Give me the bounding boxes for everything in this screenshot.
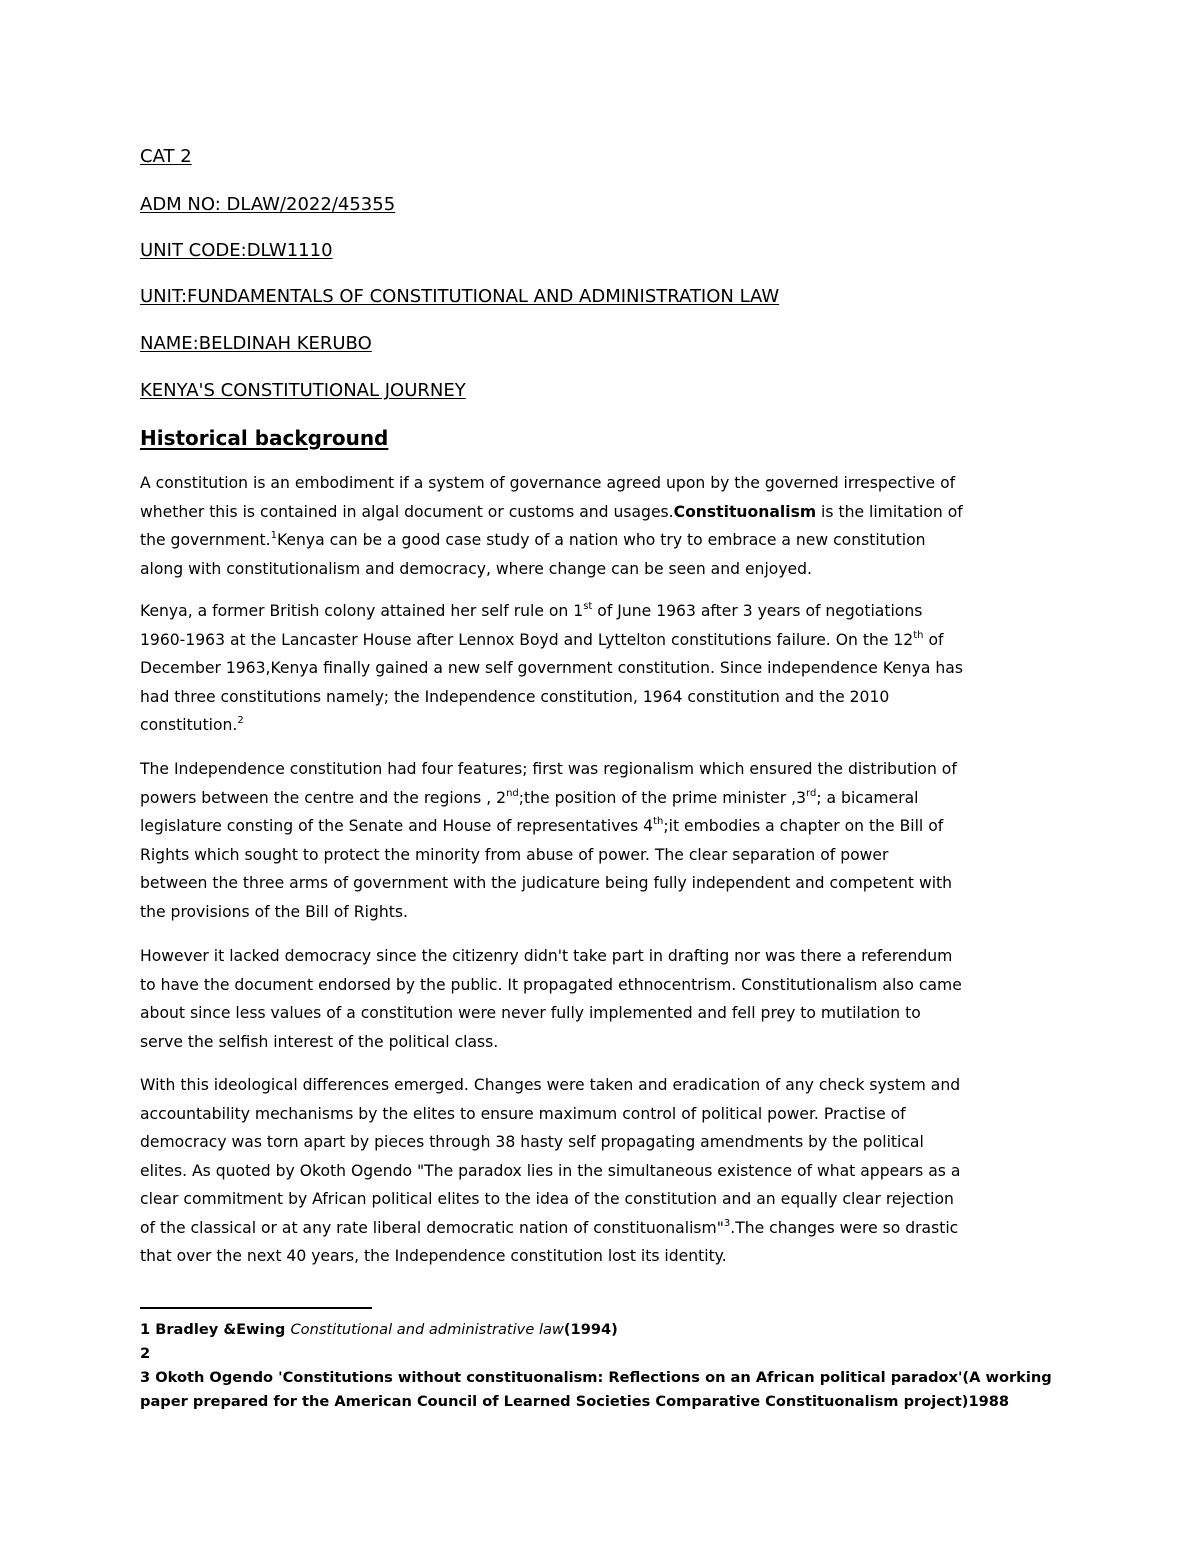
- paragraph-line: about since less values of a constitution were never fully implemented and fell prey to mutilation to: [140, 1004, 921, 1022]
- paragraph-line: that over the next 40 years, the Independence constitution lost its identity.: [140, 1247, 727, 1265]
- student-name-line: NAME:BELDINAH KERUBO: [140, 333, 372, 354]
- paragraph-line: powers between the centre and the regions , 2nd;the position of the prime minister ,3rd; a bicameral: [140, 787, 919, 807]
- adm-no-line: ADM NO: DLAW/2022/45355: [140, 194, 396, 215]
- paragraph-line: However it lacked democracy since the citizenry didn't take part in drafting nor was there a referendum: [140, 947, 953, 965]
- footnote-ref[interactable]: 3: [723, 1217, 731, 1229]
- ordinal-suffix: rd: [806, 787, 817, 799]
- ordinal-suffix: th: [913, 629, 924, 641]
- unit-code-line: UNIT CODE:DLW1110: [140, 240, 333, 261]
- paragraph-line: 1960-1963 at the Lancaster House after Lennox Boyd and Lyttelton constitutions failure. On the 12th of: [140, 629, 944, 649]
- paragraph-line: along with constitutionalism and democracy, where change can be seen and enjoyed.: [140, 559, 812, 578]
- paragraph-1: [140, 469, 1065, 583]
- paragraph-line: legislature consting of the Senate and House of representatives 4th;it embodies a chapter on the Bill of: [140, 816, 944, 835]
- unit-line: UNIT:FUNDAMENTALS OF CONSTITUTIONAL AND ADMINISTRATION LAW: [140, 286, 780, 307]
- cat-line: CAT 2: [140, 146, 192, 167]
- paragraph-5: [140, 1071, 1065, 1271]
- paragraph-line: of the classical or at any rate liberal democratic nation of constituonalism"$^3$.The changes were so drastic: [140, 1217, 959, 1237]
- paragraph-line: had three constitutions namely; the Independence constitution, 1964 constitution and the 2010: [140, 687, 890, 706]
- paragraph-line: With this ideological differences emerged. Changes were taken and eradication of any check system and: [140, 1076, 961, 1094]
- ordinal-suffix: nd: [506, 787, 519, 799]
- paragraph-line: whether this is contained in algal document or customs and usages.Constituonalism is the limitation of: [140, 502, 963, 521]
- footnote-1: 1 Bradley &Ewing Constitutional and administrative law(1994): [140, 1321, 618, 1338]
- paragraph-line: to have the document endorsed by the public. It propagated ethnocentrism. Constitutionalism also came: [140, 975, 962, 994]
- paragraph-line: serve the selfish interest of the political class.: [140, 1032, 499, 1051]
- section-heading: Historical background: [140, 426, 389, 450]
- bold-term: Constituonalism: [673, 502, 817, 521]
- paragraph-line: the provisions of the Bill of Rights.: [140, 902, 408, 921]
- paragraph-3: [140, 755, 1065, 926]
- footnote-3-line-2: paper prepared for the American Council of Learned Societies Comparative Constituonalism project)1988: [140, 1393, 1010, 1410]
- document-title: KENYA'S CONSTITUTIONAL JOURNEY: [140, 380, 466, 401]
- paragraph-line: December 1963,Kenya finally gained a new self government constitution. Since independence Kenya has: [140, 659, 963, 677]
- ordinal-suffix: st: [583, 601, 593, 612]
- ordinal-suffix: th: [653, 816, 664, 827]
- paragraph-line: between the three arms of government with the judicature being fully independent and competent with: [140, 874, 953, 892]
- paragraph-line: A constitution is an embodiment if a system of governance agreed upon by the governed irrespective of: [140, 474, 956, 492]
- paragraph-line: The Independence constitution had four features; first was regionalism which ensured the distribution of: [140, 760, 957, 778]
- paragraph-2: [140, 597, 1065, 740]
- footnote-ref[interactable]: 2: [237, 715, 244, 726]
- paragraph-line: clear commitment by African political elites to the idea of the constitution and an equally clear rejection: [140, 1190, 954, 1208]
- footnote-separator: [140, 1307, 372, 1309]
- paragraph-line: the government.$^1$Kenya can be a good case study of a nation who try to embrace a new constitution: [140, 530, 926, 549]
- footnote-3-line-1: 3 Okoth Ogendo 'Constitutions without constituonalism: Reflections on an African political paradox'(A working: [140, 1369, 1052, 1386]
- paragraph-line: accountability mechanisms by the elites to ensure maximum control of political power. Practise of: [140, 1104, 906, 1123]
- paragraph-line: Kenya, a former British colony attained her self rule on 1st of June 1963 after 3 years of negotiations: [140, 601, 923, 620]
- footnote-title: Constitutional and administrative law: [290, 1321, 564, 1338]
- paragraph-4: [140, 942, 1065, 1056]
- footnote-2: 2: [140, 1345, 151, 1362]
- paragraph-line: constitution.$^2$: [140, 715, 244, 734]
- paragraph-line: elites. As quoted by Okoth Ogendo "The paradox lies in the simultaneous existence of what appears as a: [140, 1161, 961, 1180]
- footnote-ref[interactable]: 1: [270, 530, 277, 541]
- paragraph-line: Rights which sought to protect the minority from abuse of power. The clear separation of power: [140, 845, 889, 864]
- paragraph-line: democracy was torn apart by pieces through 38 hasty self propagating amendments by the political: [140, 1133, 924, 1151]
